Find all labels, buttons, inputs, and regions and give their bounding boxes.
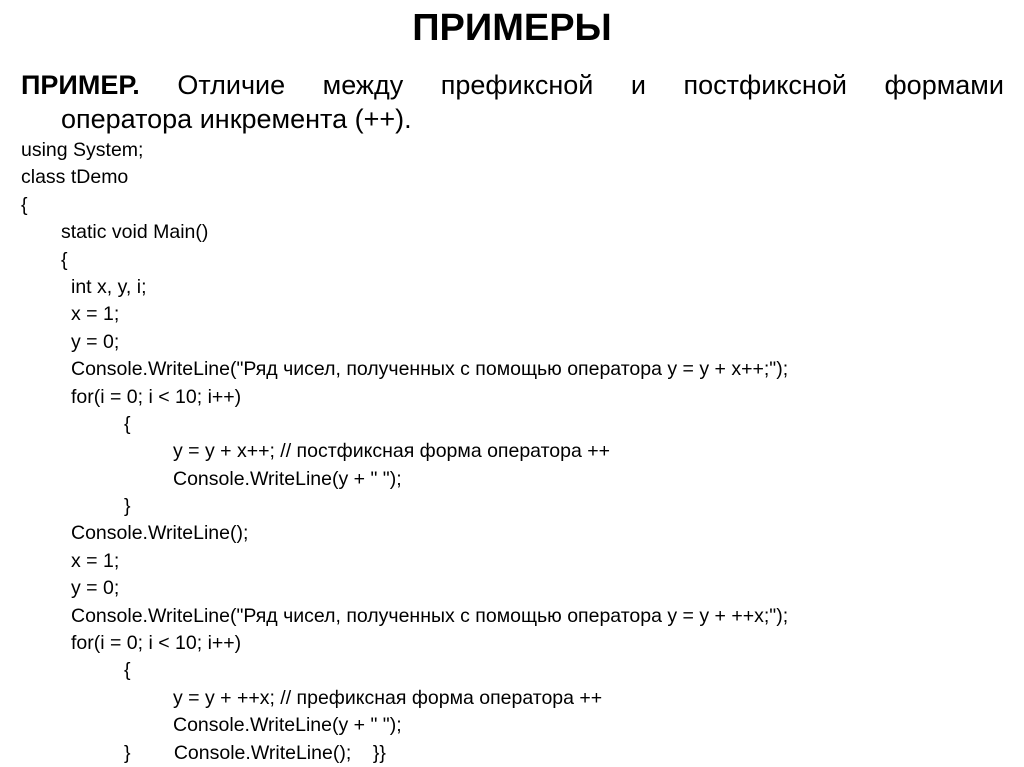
example-word: между xyxy=(322,70,404,100)
code-line: { xyxy=(124,412,131,435)
code-line: int x, y, i; xyxy=(71,275,147,298)
code-line: Console.WriteLine("Ряд чисел, полученных с помощью оператора y = y + ++x;"); xyxy=(71,604,789,627)
example-word: и xyxy=(630,70,646,100)
code-line: x = 1; xyxy=(71,549,120,572)
code-listing xyxy=(21,137,1011,767)
code-line: static void Main() xyxy=(61,221,209,244)
code-line: x = 1; xyxy=(71,303,120,326)
example-word: формами xyxy=(884,70,1004,100)
example-heading-line-1 xyxy=(21,68,1004,102)
code-line: } Console.WriteLine(); }} xyxy=(124,741,386,764)
code-line: Console.WriteLine(); xyxy=(71,522,249,545)
example-heading-line-2: оператора инкремента (++). xyxy=(61,104,412,134)
code-line: class tDemo xyxy=(21,166,129,189)
code-line: y = 0; xyxy=(71,330,120,353)
code-line: Console.WriteLine(y + " "); xyxy=(173,714,402,737)
example-word: постфиксной xyxy=(683,70,847,100)
code-line: } xyxy=(124,495,131,518)
code-line: { xyxy=(21,193,28,216)
code-line: y = 0; xyxy=(71,577,120,600)
example-word: Отличие xyxy=(177,70,286,100)
example-heading xyxy=(21,68,1004,136)
example-word: префиксной xyxy=(440,70,594,100)
code-line: { xyxy=(124,659,131,682)
code-line: y = y + ++x; // префиксная форма оператора ++ xyxy=(173,686,603,709)
code-line: for(i = 0; i < 10; i++) xyxy=(71,632,242,655)
code-line: using System; xyxy=(21,139,144,161)
example-label: ПРИМЕР. xyxy=(21,70,140,100)
code-line: y = y + x++; // постфиксная форма оператора ++ xyxy=(173,440,611,463)
code-line: Console.WriteLine("Ряд чисел, полученных с помощью оператора y = y + x++;"); xyxy=(71,358,789,381)
code-line: Console.WriteLine(y + " "); xyxy=(173,467,402,490)
slide-title: ПРИМЕРЫ xyxy=(412,7,612,49)
code-line: { xyxy=(61,248,68,271)
code-line: for(i = 0; i < 10; i++) xyxy=(71,385,242,408)
